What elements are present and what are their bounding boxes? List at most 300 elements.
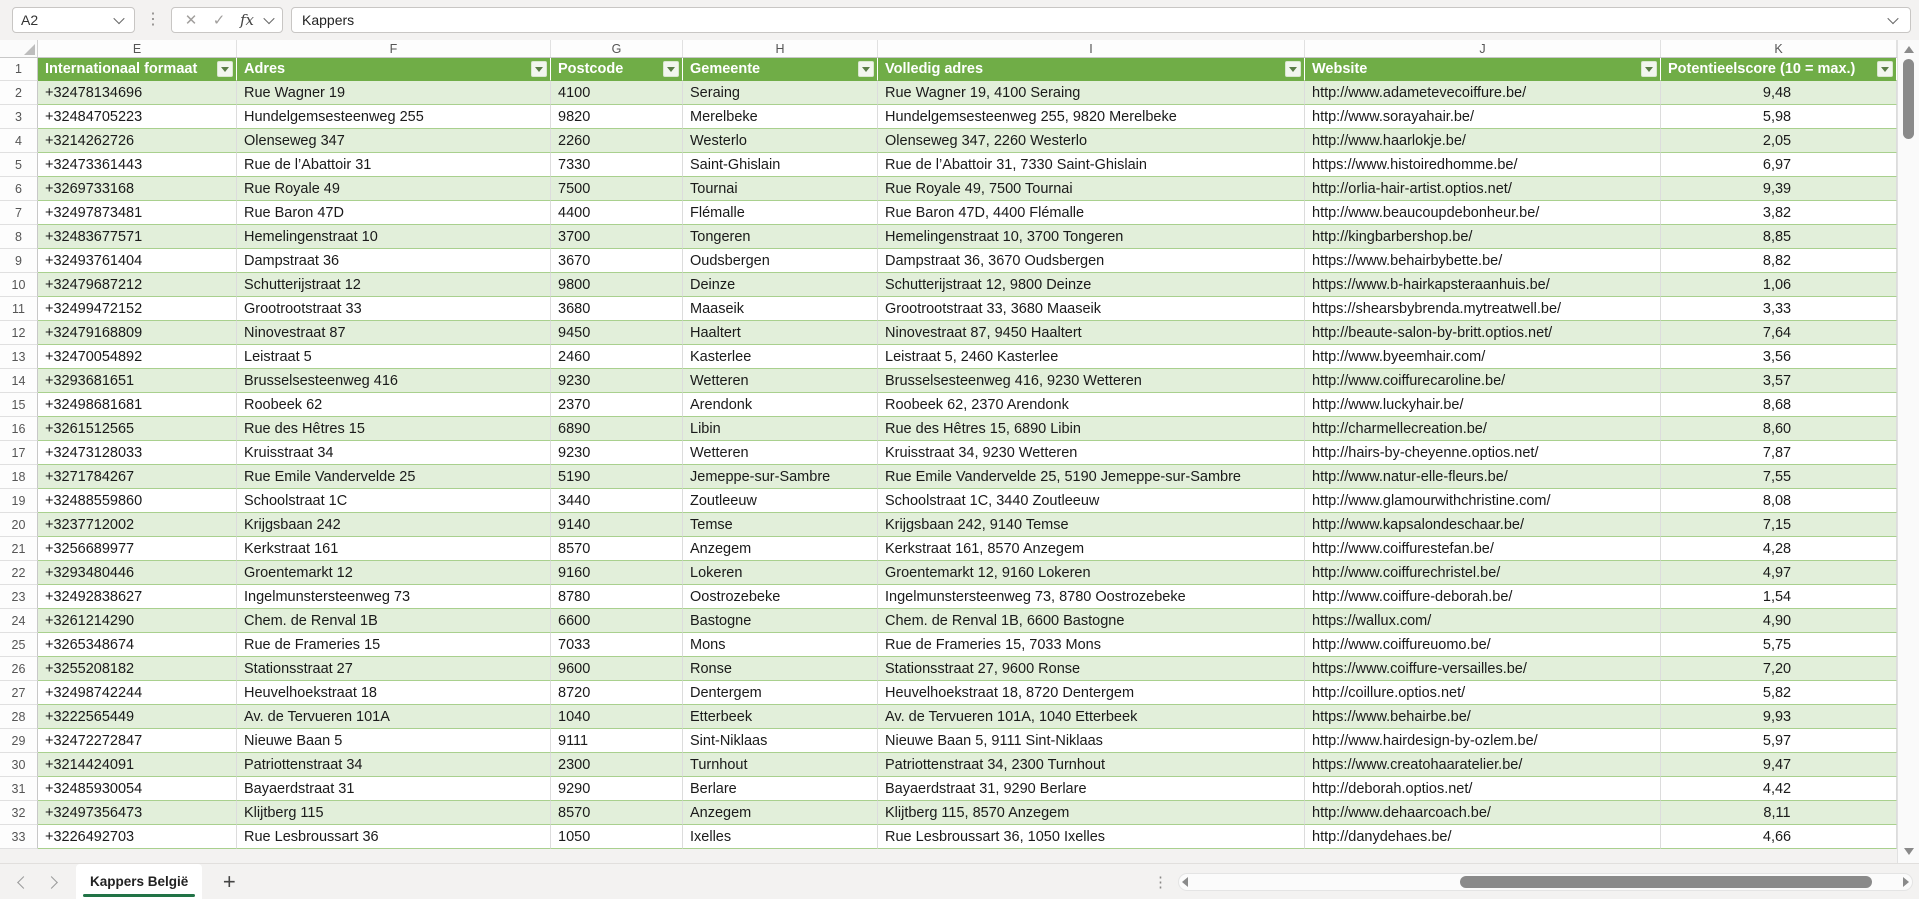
cell[interactable]: https://www.b-hairkapsteraanhuis.be/ xyxy=(1305,273,1661,297)
filter-dropdown-icon[interactable] xyxy=(531,61,547,77)
row-number[interactable]: 23 xyxy=(0,585,38,609)
cell[interactable]: Brusselsesteenweg 416, 9230 Wetteren xyxy=(878,369,1305,393)
cell[interactable]: http://www.luckyhair.be/ xyxy=(1305,393,1661,417)
cell[interactable]: 8720 xyxy=(551,681,683,705)
row-number[interactable]: 31 xyxy=(0,777,38,801)
cell[interactable]: +3237712002 xyxy=(38,513,237,537)
cell[interactable]: 8,85 xyxy=(1661,225,1897,249)
cell[interactable]: Wetteren xyxy=(683,441,878,465)
cell[interactable]: Groentemarkt 12 xyxy=(237,561,551,585)
row-number[interactable]: 16 xyxy=(0,417,38,441)
row-number[interactable]: 14 xyxy=(0,369,38,393)
cell[interactable]: 4,42 xyxy=(1661,777,1897,801)
cell[interactable]: Schutterijstraat 12 xyxy=(237,273,551,297)
cell[interactable]: Leistraat 5, 2460 Kasterlee xyxy=(878,345,1305,369)
cell-name-box[interactable] xyxy=(12,7,135,33)
cell[interactable]: +32488559860 xyxy=(38,489,237,513)
cell[interactable]: Nieuwe Baan 5 xyxy=(237,729,551,753)
cell[interactable]: Rue de l’Abattoir 31 xyxy=(237,153,551,177)
cell[interactable]: 8570 xyxy=(551,537,683,561)
vertical-scrollbar[interactable] xyxy=(1897,40,1919,863)
cell[interactable]: 9,39 xyxy=(1661,177,1897,201)
cell[interactable]: 3670 xyxy=(551,249,683,273)
add-sheet-button[interactable]: + xyxy=(212,864,246,899)
row-number[interactable]: 9 xyxy=(0,249,38,273)
cell[interactable]: Hemelingenstraat 10 xyxy=(237,225,551,249)
row-number[interactable]: 13 xyxy=(0,345,38,369)
cell[interactable]: http://deborah.optios.net/ xyxy=(1305,777,1661,801)
cell[interactable]: Rue de Frameries 15, 7033 Mons xyxy=(878,633,1305,657)
cell[interactable]: 7500 xyxy=(551,177,683,201)
cell[interactable]: 3440 xyxy=(551,489,683,513)
cell[interactable]: 6,97 xyxy=(1661,153,1897,177)
cell[interactable]: 4,90 xyxy=(1661,609,1897,633)
row-number[interactable]: 1 xyxy=(0,58,38,81)
row-number[interactable]: 32 xyxy=(0,801,38,825)
previous-sheet-icon[interactable] xyxy=(16,876,28,888)
cell[interactable]: Haaltert xyxy=(683,321,878,345)
cell[interactable]: Brusselsesteenweg 416 xyxy=(237,369,551,393)
cell[interactable]: Rue Baron 47D, 4400 Flémalle xyxy=(878,201,1305,225)
column-header-H[interactable]: H xyxy=(683,40,878,57)
row-number[interactable]: 20 xyxy=(0,513,38,537)
cell[interactable]: Merelbeke xyxy=(683,105,878,129)
cell[interactable]: 8780 xyxy=(551,585,683,609)
cell[interactable]: 2,05 xyxy=(1661,129,1897,153)
cell[interactable]: Tongeren xyxy=(683,225,878,249)
cell[interactable]: http://www.dehaarcoach.be/ xyxy=(1305,801,1661,825)
cell[interactable]: +32498742244 xyxy=(38,681,237,705)
cell[interactable]: 8570 xyxy=(551,801,683,825)
cell[interactable]: +32470054892 xyxy=(38,345,237,369)
header-cell[interactable] xyxy=(1661,58,1897,81)
cell[interactable]: +3214424091 xyxy=(38,753,237,777)
row-number[interactable]: 3 xyxy=(0,105,38,129)
cell[interactable]: 5,75 xyxy=(1661,633,1897,657)
cell[interactable]: 3700 xyxy=(551,225,683,249)
row-number[interactable]: 25 xyxy=(0,633,38,657)
cell[interactable]: Grootrootstraat 33, 3680 Maaseik xyxy=(878,297,1305,321)
header-cell[interactable] xyxy=(38,58,237,81)
cell[interactable]: Rue de l’Abattoir 31, 7330 Saint-Ghislain xyxy=(878,153,1305,177)
cell[interactable]: Rue des Hêtres 15 xyxy=(237,417,551,441)
cell[interactable]: http://www.coiffure-deborah.be/ xyxy=(1305,585,1661,609)
column-header-K[interactable]: K xyxy=(1661,40,1897,57)
tab-scrollbar-handle-icon[interactable]: ⋮ xyxy=(1153,873,1168,891)
cell[interactable]: Dampstraat 36, 3670 Oudsbergen xyxy=(878,249,1305,273)
cell[interactable]: +32472272847 xyxy=(38,729,237,753)
cell[interactable]: http://www.kapsalondeschaar.be/ xyxy=(1305,513,1661,537)
row-number[interactable]: 19 xyxy=(0,489,38,513)
cell[interactable]: http://www.coiffurechristel.be/ xyxy=(1305,561,1661,585)
column-header-G[interactable]: G xyxy=(551,40,683,57)
row-number[interactable]: 18 xyxy=(0,465,38,489)
cell[interactable]: 9230 xyxy=(551,441,683,465)
cell[interactable]: 6890 xyxy=(551,417,683,441)
cell[interactable]: Heuvelhoekstraat 18 xyxy=(237,681,551,705)
cell[interactable]: http://danydehaes.be/ xyxy=(1305,825,1661,849)
cell[interactable]: http://hairs-by-cheyenne.optios.net/ xyxy=(1305,441,1661,465)
cell[interactable]: Rue Emile Vandervelde 25, 5190 Jemeppe-sur-Sambre xyxy=(878,465,1305,489)
cell[interactable]: Temse xyxy=(683,513,878,537)
header-cell[interactable] xyxy=(878,58,1305,81)
vertical-scrollbar-track[interactable] xyxy=(1898,57,1919,844)
horizontal-scrollbar[interactable] xyxy=(1178,873,1913,891)
header-cell[interactable] xyxy=(683,58,878,81)
enter-icon[interactable]: ✓ xyxy=(206,9,232,31)
cell[interactable]: http://www.hairdesign-by-ozlem.be/ xyxy=(1305,729,1661,753)
cell[interactable]: Kerkstraat 161 xyxy=(237,537,551,561)
row-number[interactable]: 11 xyxy=(0,297,38,321)
cell[interactable]: Krijgsbaan 242, 9140 Temse xyxy=(878,513,1305,537)
cell[interactable]: +32484705223 xyxy=(38,105,237,129)
cell[interactable]: 3680 xyxy=(551,297,683,321)
cell[interactable]: +3256689977 xyxy=(38,537,237,561)
cell[interactable]: 5190 xyxy=(551,465,683,489)
row-number[interactable]: 2 xyxy=(0,81,38,105)
cell[interactable]: 2260 xyxy=(551,129,683,153)
header-cell[interactable] xyxy=(1305,58,1661,81)
row-number[interactable]: 30 xyxy=(0,753,38,777)
cell[interactable]: Roobeek 62, 2370 Arendonk xyxy=(878,393,1305,417)
cell[interactable]: 4100 xyxy=(551,81,683,105)
cell[interactable]: Rue Emile Vandervelde 25 xyxy=(237,465,551,489)
scroll-right-icon[interactable] xyxy=(1903,877,1909,887)
cell[interactable]: Hundelgemsesteenweg 255, 9820 Merelbeke xyxy=(878,105,1305,129)
cell[interactable]: Bastogne xyxy=(683,609,878,633)
filter-dropdown-icon[interactable] xyxy=(663,61,679,77)
cell[interactable]: Maaseik xyxy=(683,297,878,321)
cell[interactable]: +3255208182 xyxy=(38,657,237,681)
cell[interactable]: Rue Royale 49 xyxy=(237,177,551,201)
cell[interactable]: http://beaute-salon-by-britt.optios.net/ xyxy=(1305,321,1661,345)
cell[interactable]: http://www.coiffureuomo.be/ xyxy=(1305,633,1661,657)
cell[interactable]: 7,20 xyxy=(1661,657,1897,681)
cell[interactable]: 7330 xyxy=(551,153,683,177)
cell[interactable]: Olenseweg 347, 2260 Westerlo xyxy=(878,129,1305,153)
cell[interactable]: Kruisstraat 34, 9230 Wetteren xyxy=(878,441,1305,465)
cell[interactable]: Sint-Niklaas xyxy=(683,729,878,753)
cell[interactable]: Roobeek 62 xyxy=(237,393,551,417)
filter-dropdown-icon[interactable] xyxy=(1641,61,1657,77)
cell[interactable]: https://shearsbybrenda.mytreatwell.be/ xyxy=(1305,297,1661,321)
cell[interactable]: Anzegem xyxy=(683,801,878,825)
cell[interactable]: +32485930054 xyxy=(38,777,237,801)
cell[interactable]: 4,97 xyxy=(1661,561,1897,585)
row-number[interactable]: 28 xyxy=(0,705,38,729)
cell[interactable]: 9,47 xyxy=(1661,753,1897,777)
cell[interactable]: http://www.byeemhair.com/ xyxy=(1305,345,1661,369)
cell[interactable]: Turnhout xyxy=(683,753,878,777)
cell[interactable]: 3,33 xyxy=(1661,297,1897,321)
cell[interactable]: Stationsstraat 27 xyxy=(237,657,551,681)
cell[interactable]: 2300 xyxy=(551,753,683,777)
cell[interactable]: https://wallux.com/ xyxy=(1305,609,1661,633)
cell[interactable]: Stationsstraat 27, 9600 Ronse xyxy=(878,657,1305,681)
cell[interactable]: 2460 xyxy=(551,345,683,369)
row-number[interactable]: 7 xyxy=(0,201,38,225)
cell[interactable]: https://www.histoiredhomme.be/ xyxy=(1305,153,1661,177)
scroll-down-icon[interactable] xyxy=(1904,848,1914,855)
vertical-scrollbar-thumb[interactable] xyxy=(1903,59,1914,139)
cell[interactable]: 9,93 xyxy=(1661,705,1897,729)
cell[interactable]: Wetteren xyxy=(683,369,878,393)
cell[interactable]: Rue des Hêtres 15, 6890 Libin xyxy=(878,417,1305,441)
cell[interactable]: 3,57 xyxy=(1661,369,1897,393)
cell[interactable]: http://orlia-hair-artist.optios.net/ xyxy=(1305,177,1661,201)
cell[interactable]: http://www.sorayahair.be/ xyxy=(1305,105,1661,129)
cell[interactable]: http://kingbarbershop.be/ xyxy=(1305,225,1661,249)
cell[interactable]: http://www.adametevecoiffure.be/ xyxy=(1305,81,1661,105)
cell[interactable]: +32473361443 xyxy=(38,153,237,177)
cell[interactable]: Dampstraat 36 xyxy=(237,249,551,273)
cell[interactable]: https://www.coiffure-versailles.be/ xyxy=(1305,657,1661,681)
cell[interactable]: 4,66 xyxy=(1661,825,1897,849)
cell[interactable]: Ronse xyxy=(683,657,878,681)
cell[interactable]: Klijtberg 115 xyxy=(237,801,551,825)
cell[interactable]: http://www.beaucoupdebonheur.be/ xyxy=(1305,201,1661,225)
cell[interactable]: Nieuwe Baan 5, 9111 Sint-Niklaas xyxy=(878,729,1305,753)
cell[interactable]: +3293681651 xyxy=(38,369,237,393)
cell[interactable]: Olenseweg 347 xyxy=(237,129,551,153)
cell[interactable]: 7033 xyxy=(551,633,683,657)
cell[interactable]: Rue de Frameries 15 xyxy=(237,633,551,657)
cell[interactable]: +32497873481 xyxy=(38,201,237,225)
row-number[interactable]: 6 xyxy=(0,177,38,201)
row-number[interactable]: 21 xyxy=(0,537,38,561)
sheet-tab-kappers-belgie[interactable] xyxy=(76,864,202,899)
cell[interactable]: Bayaerdstraat 31 xyxy=(237,777,551,801)
column-header-E[interactable]: E xyxy=(38,40,237,57)
row-number[interactable]: 26 xyxy=(0,657,38,681)
cell[interactable]: Ixelles xyxy=(683,825,878,849)
cell[interactable]: Rue Lesbroussart 36 xyxy=(237,825,551,849)
scroll-left-icon[interactable] xyxy=(1182,877,1188,887)
cell[interactable]: 5,97 xyxy=(1661,729,1897,753)
cell[interactable]: http://www.coiffurestefan.be/ xyxy=(1305,537,1661,561)
cell[interactable]: +32483677571 xyxy=(38,225,237,249)
cell[interactable]: +32479168809 xyxy=(38,321,237,345)
cell[interactable]: 2370 xyxy=(551,393,683,417)
cell[interactable]: 1,54 xyxy=(1661,585,1897,609)
cell[interactable]: 5,82 xyxy=(1661,681,1897,705)
cell[interactable]: 7,87 xyxy=(1661,441,1897,465)
cell[interactable]: Flémalle xyxy=(683,201,878,225)
cell[interactable]: 7,15 xyxy=(1661,513,1897,537)
horizontal-scrollbar-thumb[interactable] xyxy=(1460,876,1871,888)
cell[interactable]: Schoolstraat 1C xyxy=(237,489,551,513)
cell[interactable]: +32473128033 xyxy=(38,441,237,465)
formula-bar-expand-icon[interactable] xyxy=(1886,13,1900,27)
cell[interactable]: Kruisstraat 34 xyxy=(237,441,551,465)
cell[interactable]: 1050 xyxy=(551,825,683,849)
cancel-icon[interactable]: ✕ xyxy=(178,9,204,31)
cell[interactable]: Av. de Tervueren 101A xyxy=(237,705,551,729)
cell[interactable]: Oostrozebeke xyxy=(683,585,878,609)
cell[interactable]: 8,82 xyxy=(1661,249,1897,273)
cell[interactable]: +3269733168 xyxy=(38,177,237,201)
cell[interactable]: 1040 xyxy=(551,705,683,729)
cell[interactable]: 9290 xyxy=(551,777,683,801)
cell[interactable]: http://www.glamourwithchristine.com/ xyxy=(1305,489,1661,513)
scroll-up-icon[interactable] xyxy=(1904,46,1914,53)
cell[interactable]: +3293480446 xyxy=(38,561,237,585)
column-header-F[interactable]: F xyxy=(237,40,551,57)
row-number[interactable]: 27 xyxy=(0,681,38,705)
cell[interactable]: 9160 xyxy=(551,561,683,585)
filter-dropdown-icon[interactable] xyxy=(1285,61,1301,77)
header-cell[interactable] xyxy=(551,58,683,81)
cell[interactable]: +3271784267 xyxy=(38,465,237,489)
filter-dropdown-icon[interactable] xyxy=(858,61,874,77)
cell[interactable]: Bayaerdstraat 31, 9290 Berlare xyxy=(878,777,1305,801)
cell[interactable]: +3222565449 xyxy=(38,705,237,729)
cell[interactable]: Ninovestraat 87, 9450 Haaltert xyxy=(878,321,1305,345)
cell[interactable]: 9600 xyxy=(551,657,683,681)
name-box-chevron-down-icon[interactable] xyxy=(112,13,126,27)
row-number[interactable]: 22 xyxy=(0,561,38,585)
cell[interactable]: 3,56 xyxy=(1661,345,1897,369)
cell[interactable]: 8,11 xyxy=(1661,801,1897,825)
cell[interactable]: https://www.behairbe.be/ xyxy=(1305,705,1661,729)
cell[interactable]: Chem. de Renval 1B xyxy=(237,609,551,633)
cell[interactable]: +32499472152 xyxy=(38,297,237,321)
cell[interactable]: 9230 xyxy=(551,369,683,393)
cell[interactable]: 6600 xyxy=(551,609,683,633)
cell[interactable]: Grootrootstraat 33 xyxy=(237,297,551,321)
cell[interactable]: Leistraat 5 xyxy=(237,345,551,369)
cell[interactable]: Dentergem xyxy=(683,681,878,705)
cell[interactable]: 8,08 xyxy=(1661,489,1897,513)
cell[interactable]: Oudsbergen xyxy=(683,249,878,273)
row-number[interactable]: 12 xyxy=(0,321,38,345)
cell[interactable]: Chem. de Renval 1B, 6600 Bastogne xyxy=(878,609,1305,633)
cell[interactable]: +3214262726 xyxy=(38,129,237,153)
cell[interactable]: Rue Lesbroussart 36, 1050 Ixelles xyxy=(878,825,1305,849)
cell[interactable]: Groentemarkt 12, 9160 Lokeren xyxy=(878,561,1305,585)
cell[interactable]: https://www.creatohaaratelier.be/ xyxy=(1305,753,1661,777)
cell[interactable]: +32479687212 xyxy=(38,273,237,297)
cell[interactable]: https://www.behairbybette.be/ xyxy=(1305,249,1661,273)
cell[interactable]: +3261512565 xyxy=(38,417,237,441)
cell[interactable]: +32492838627 xyxy=(38,585,237,609)
cell[interactable]: 4,28 xyxy=(1661,537,1897,561)
cell[interactable]: Hundelgemsesteenweg 255 xyxy=(237,105,551,129)
cell[interactable]: Kerkstraat 161, 8570 Anzegem xyxy=(878,537,1305,561)
cell[interactable]: Anzegem xyxy=(683,537,878,561)
cell[interactable]: Av. de Tervueren 101A, 1040 Etterbeek xyxy=(878,705,1305,729)
cell[interactable]: Krijgsbaan 242 xyxy=(237,513,551,537)
row-number[interactable]: 24 xyxy=(0,609,38,633)
cell[interactable]: 7,64 xyxy=(1661,321,1897,345)
cell[interactable]: +32497356473 xyxy=(38,801,237,825)
row-number[interactable]: 33 xyxy=(0,825,38,849)
cell[interactable]: Patriottenstraat 34, 2300 Turnhout xyxy=(878,753,1305,777)
cell[interactable]: +3226492703 xyxy=(38,825,237,849)
cell[interactable]: Rue Royale 49, 7500 Tournai xyxy=(878,177,1305,201)
cell[interactable]: Etterbeek xyxy=(683,705,878,729)
cell[interactable]: Rue Baron 47D xyxy=(237,201,551,225)
cell[interactable]: 9140 xyxy=(551,513,683,537)
insert-function-icon[interactable]: fx xyxy=(234,9,260,31)
cell[interactable]: http://charmellecreation.be/ xyxy=(1305,417,1661,441)
cell[interactable]: 7,55 xyxy=(1661,465,1897,489)
cell[interactable]: Zoutleeuw xyxy=(683,489,878,513)
cell[interactable]: 9,48 xyxy=(1661,81,1897,105)
next-sheet-icon[interactable] xyxy=(46,876,58,888)
row-number[interactable]: 10 xyxy=(0,273,38,297)
row-number[interactable]: 5 xyxy=(0,153,38,177)
row-number[interactable]: 29 xyxy=(0,729,38,753)
cell[interactable]: +32493761404 xyxy=(38,249,237,273)
cell[interactable]: Rue Wagner 19 xyxy=(237,81,551,105)
cell[interactable]: Lokeren xyxy=(683,561,878,585)
cell[interactable]: Patriottenstraat 34 xyxy=(237,753,551,777)
row-number[interactable]: 4 xyxy=(0,129,38,153)
cell[interactable]: Ingelmunstersteenweg 73 xyxy=(237,585,551,609)
cell[interactable]: Tournai xyxy=(683,177,878,201)
cell[interactable]: Deinze xyxy=(683,273,878,297)
cell[interactable]: Ninovestraat 87 xyxy=(237,321,551,345)
filter-dropdown-icon[interactable] xyxy=(217,61,233,77)
cell[interactable]: Klijtberg 115, 8570 Anzegem xyxy=(878,801,1305,825)
cell[interactable]: Arendonk xyxy=(683,393,878,417)
cell[interactable]: Westerlo xyxy=(683,129,878,153)
cell[interactable]: http://www.natur-elle-fleurs.be/ xyxy=(1305,465,1661,489)
select-all-corner[interactable] xyxy=(0,40,38,57)
cell[interactable]: 9800 xyxy=(551,273,683,297)
formula-bar-input[interactable] xyxy=(291,7,1911,33)
cell[interactable]: 9111 xyxy=(551,729,683,753)
function-chevron-down-icon[interactable] xyxy=(262,13,276,27)
cell[interactable]: Schoolstraat 1C, 3440 Zoutleeuw xyxy=(878,489,1305,513)
row-number[interactable]: 8 xyxy=(0,225,38,249)
cell[interactable]: Schutterijstraat 12, 9800 Deinze xyxy=(878,273,1305,297)
cell[interactable]: +32478134696 xyxy=(38,81,237,105)
cell[interactable]: 9450 xyxy=(551,321,683,345)
cell[interactable]: Heuvelhoekstraat 18, 8720 Dentergem xyxy=(878,681,1305,705)
cell[interactable]: Berlare xyxy=(683,777,878,801)
cell[interactable]: +32498681681 xyxy=(38,393,237,417)
cell[interactable]: Jemeppe-sur-Sambre xyxy=(683,465,878,489)
cell[interactable]: http://www.coiffurecaroline.be/ xyxy=(1305,369,1661,393)
row-number[interactable]: 17 xyxy=(0,441,38,465)
cell[interactable]: 4400 xyxy=(551,201,683,225)
column-header-J[interactable]: J xyxy=(1305,40,1661,57)
cell[interactable]: http://coillure.optios.net/ xyxy=(1305,681,1661,705)
cell[interactable]: 8,68 xyxy=(1661,393,1897,417)
cell[interactable]: Rue Wagner 19, 4100 Seraing xyxy=(878,81,1305,105)
cell[interactable]: 5,98 xyxy=(1661,105,1897,129)
cell[interactable]: 1,06 xyxy=(1661,273,1897,297)
cell[interactable]: Hemelingenstraat 10, 3700 Tongeren xyxy=(878,225,1305,249)
cell[interactable]: +3265348674 xyxy=(38,633,237,657)
cell[interactable]: Libin xyxy=(683,417,878,441)
column-header-I[interactable]: I xyxy=(878,40,1305,57)
cell[interactable]: Mons xyxy=(683,633,878,657)
header-cell[interactable] xyxy=(237,58,551,81)
cell[interactable]: Ingelmunstersteenweg 73, 8780 Oostrozebeke xyxy=(878,585,1305,609)
cell[interactable]: 8,60 xyxy=(1661,417,1897,441)
cell[interactable]: +3261214290 xyxy=(38,609,237,633)
filter-dropdown-icon[interactable] xyxy=(1877,61,1893,77)
cell[interactable]: Seraing xyxy=(683,81,878,105)
cell[interactable]: 3,82 xyxy=(1661,201,1897,225)
row-number[interactable]: 15 xyxy=(0,393,38,417)
horizontal-scrollbar-track[interactable] xyxy=(1191,874,1900,890)
cell[interactable]: Kasterlee xyxy=(683,345,878,369)
cell[interactable]: 9820 xyxy=(551,105,683,129)
